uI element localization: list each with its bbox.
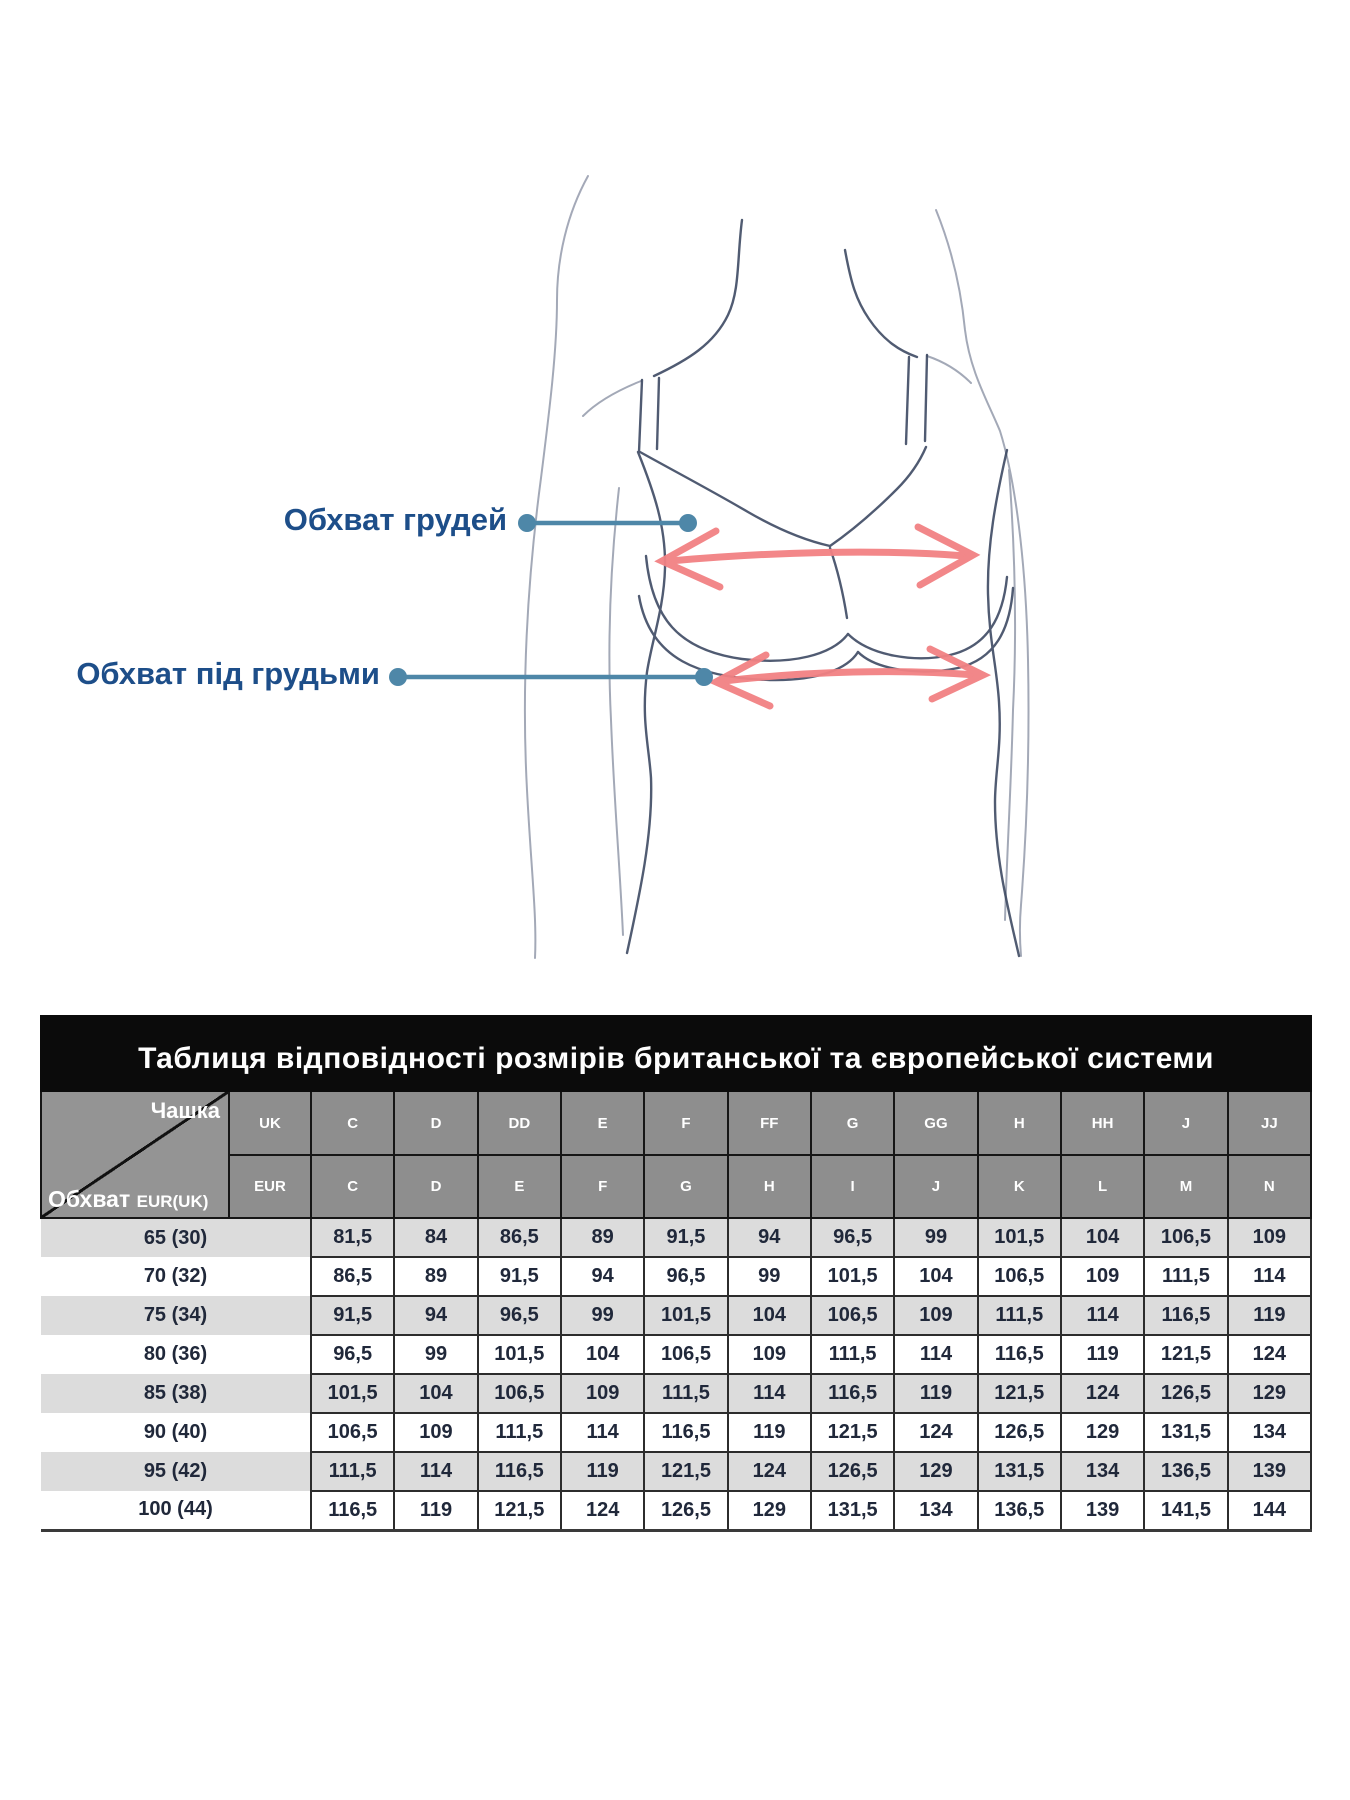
- size-value-cell: 124: [561, 1491, 644, 1530]
- size-value-cell: 121,5: [478, 1491, 561, 1530]
- uk-cup-header-cell: GG: [894, 1091, 977, 1155]
- size-value-cell: 109: [561, 1374, 644, 1413]
- eur-cup-header-cell: N: [1228, 1155, 1311, 1218]
- size-value-cell: 91,5: [311, 1296, 394, 1335]
- size-value-cell: 129: [894, 1452, 977, 1491]
- eur-cup-header-cell: H: [728, 1155, 811, 1218]
- size-value-cell: 129: [728, 1491, 811, 1530]
- bust-label-connector: [518, 514, 697, 532]
- size-value-cell: 136,5: [978, 1491, 1061, 1530]
- uk-header-row: [41, 1091, 1311, 1155]
- size-value-cell: 104: [561, 1335, 644, 1374]
- size-value-cell: 96,5: [644, 1257, 727, 1296]
- size-value-cell: 119: [1228, 1296, 1311, 1335]
- size-value-cell: 109: [728, 1335, 811, 1374]
- uk-cup-header-cell: E: [561, 1091, 644, 1155]
- size-value-cell: 119: [894, 1374, 977, 1413]
- size-value-cell: 106,5: [311, 1413, 394, 1452]
- size-row: [41, 1218, 1311, 1257]
- size-value-cell: 109: [394, 1413, 477, 1452]
- size-value-cell: 96,5: [811, 1218, 894, 1257]
- size-value-cell: 106,5: [978, 1257, 1061, 1296]
- size-value-cell: 96,5: [478, 1296, 561, 1335]
- eur-cup-header-cell: M: [1144, 1155, 1227, 1218]
- size-value-cell: 124: [1061, 1374, 1144, 1413]
- size-value-cell: 141,5: [1144, 1491, 1227, 1530]
- corner-girth-label: Обхват EUR(UK): [48, 1186, 209, 1212]
- eur-cup-header-cell: E: [478, 1155, 561, 1218]
- row-girth-label: 75 (34): [41, 1296, 311, 1335]
- size-value-cell: 126,5: [644, 1491, 727, 1530]
- size-value-cell: 131,5: [978, 1452, 1061, 1491]
- size-value-cell: 94: [728, 1218, 811, 1257]
- size-value-cell: 104: [394, 1374, 477, 1413]
- size-value-cell: 114: [394, 1452, 477, 1491]
- eur-cup-header-cell: F: [561, 1155, 644, 1218]
- size-value-cell: 126,5: [1144, 1374, 1227, 1413]
- size-value-cell: 104: [1061, 1218, 1144, 1257]
- uk-system-label: UK: [229, 1091, 311, 1155]
- uk-cup-header-cell: G: [811, 1091, 894, 1155]
- uk-cup-header-cell: F: [644, 1091, 727, 1155]
- bust-measure-arrow-icon: [662, 527, 973, 587]
- row-girth-label: 100 (44): [41, 1491, 311, 1530]
- size-value-cell: 126,5: [978, 1413, 1061, 1452]
- size-value-cell: 121,5: [978, 1374, 1061, 1413]
- size-value-cell: 109: [1061, 1257, 1144, 1296]
- uk-cup-header-cell: H: [978, 1091, 1061, 1155]
- uk-cup-header-cell: D: [394, 1091, 477, 1155]
- underbust-label-connector: [389, 668, 713, 686]
- eur-cup-header-cell: K: [978, 1155, 1061, 1218]
- size-value-cell: 106,5: [811, 1296, 894, 1335]
- size-value-cell: 111,5: [978, 1296, 1061, 1335]
- size-value-cell: 106,5: [1144, 1218, 1227, 1257]
- size-value-cell: 114: [894, 1335, 977, 1374]
- size-value-cell: 119: [1061, 1335, 1144, 1374]
- size-value-cell: 136,5: [1144, 1452, 1227, 1491]
- uk-cup-header-cell: J: [1144, 1091, 1227, 1155]
- size-row: [41, 1374, 1311, 1413]
- size-value-cell: 109: [1228, 1218, 1311, 1257]
- corner-cell: [41, 1091, 229, 1218]
- size-value-cell: 101,5: [978, 1218, 1061, 1257]
- row-girth-label: 95 (42): [41, 1452, 311, 1491]
- size-value-cell: 111,5: [811, 1335, 894, 1374]
- size-value-cell: 119: [728, 1413, 811, 1452]
- size-value-cell: 116,5: [478, 1452, 561, 1491]
- size-value-cell: 134: [894, 1491, 977, 1530]
- size-value-cell: 119: [561, 1452, 644, 1491]
- size-value-cell: 114: [1061, 1296, 1144, 1335]
- size-row: [41, 1452, 1311, 1491]
- size-value-cell: 111,5: [1144, 1257, 1227, 1296]
- size-value-cell: 144: [1228, 1491, 1311, 1530]
- size-value-cell: 121,5: [644, 1452, 727, 1491]
- table-title-row: [41, 1016, 1311, 1091]
- size-value-cell: 106,5: [478, 1374, 561, 1413]
- size-value-cell: 89: [561, 1218, 644, 1257]
- eur-header-row: [41, 1155, 1311, 1218]
- size-value-cell: 111,5: [644, 1374, 727, 1413]
- size-value-cell: 106,5: [644, 1335, 727, 1374]
- size-value-cell: 116,5: [644, 1413, 727, 1452]
- size-value-cell: 99: [894, 1218, 977, 1257]
- eur-cup-header-cell: L: [1061, 1155, 1144, 1218]
- size-value-cell: 126,5: [811, 1452, 894, 1491]
- row-girth-label: 80 (36): [41, 1335, 311, 1374]
- size-value-cell: 121,5: [811, 1413, 894, 1452]
- size-value-cell: 114: [561, 1413, 644, 1452]
- size-value-cell: 111,5: [311, 1452, 394, 1491]
- size-value-cell: 111,5: [478, 1413, 561, 1452]
- uk-cup-header-cell: FF: [728, 1091, 811, 1155]
- size-value-cell: 134: [1228, 1413, 1311, 1452]
- size-value-cell: 101,5: [311, 1374, 394, 1413]
- eur-cup-header-cell: C: [311, 1155, 394, 1218]
- size-row: [41, 1335, 1311, 1374]
- size-value-cell: 116,5: [811, 1374, 894, 1413]
- size-row: [41, 1296, 1311, 1335]
- size-value-cell: 114: [728, 1374, 811, 1413]
- size-value-cell: 116,5: [1144, 1296, 1227, 1335]
- size-value-cell: 91,5: [644, 1218, 727, 1257]
- size-value-cell: 104: [894, 1257, 977, 1296]
- eur-cup-header-cell: J: [894, 1155, 977, 1218]
- size-value-cell: 101,5: [811, 1257, 894, 1296]
- size-value-cell: 116,5: [311, 1491, 394, 1530]
- size-value-cell: 124: [728, 1452, 811, 1491]
- size-row: [41, 1413, 1311, 1452]
- size-value-cell: 86,5: [478, 1218, 561, 1257]
- size-value-cell: 89: [394, 1257, 477, 1296]
- size-row: [41, 1257, 1311, 1296]
- size-table-container: [40, 1015, 1310, 1532]
- size-value-cell: 81,5: [311, 1218, 394, 1257]
- size-value-cell: 99: [728, 1257, 811, 1296]
- table-title: Таблиця відповідності розмірів британської та європейської системи: [41, 1016, 1311, 1091]
- size-value-cell: 101,5: [644, 1296, 727, 1335]
- eur-system-label: EUR: [229, 1155, 311, 1218]
- size-value-cell: 134: [1061, 1452, 1144, 1491]
- row-girth-label: 85 (38): [41, 1374, 311, 1413]
- size-value-cell: 124: [1228, 1335, 1311, 1374]
- size-value-cell: 99: [394, 1335, 477, 1374]
- size-value-cell: 96,5: [311, 1335, 394, 1374]
- uk-cup-header-cell: C: [311, 1091, 394, 1155]
- size-value-cell: 119: [394, 1491, 477, 1530]
- size-value-cell: 131,5: [811, 1491, 894, 1530]
- underbust-measurement-label: Обхват під грудьми: [76, 656, 380, 691]
- size-value-cell: 139: [1228, 1452, 1311, 1491]
- size-value-cell: 124: [894, 1413, 977, 1452]
- corner-cup-label: Чашка: [150, 1098, 220, 1123]
- bust-measurement-label: Обхват грудей: [283, 502, 507, 537]
- size-value-cell: 84: [394, 1218, 477, 1257]
- row-girth-label: 90 (40): [41, 1413, 311, 1452]
- size-value-cell: 94: [561, 1257, 644, 1296]
- eur-cup-header-cell: D: [394, 1155, 477, 1218]
- row-girth-label: 70 (32): [41, 1257, 311, 1296]
- size-value-cell: 129: [1228, 1374, 1311, 1413]
- size-value-cell: 129: [1061, 1413, 1144, 1452]
- size-value-cell: 109: [894, 1296, 977, 1335]
- eur-cup-header-cell: I: [811, 1155, 894, 1218]
- body-outline-dark: [627, 220, 1019, 956]
- uk-cup-header-cell: HH: [1061, 1091, 1144, 1155]
- size-value-cell: 131,5: [1144, 1413, 1227, 1452]
- size-table: [40, 1015, 1312, 1532]
- size-value-cell: 121,5: [1144, 1335, 1227, 1374]
- size-value-cell: 99: [561, 1296, 644, 1335]
- size-value-cell: 91,5: [478, 1257, 561, 1296]
- row-girth-label: 65 (30): [41, 1218, 311, 1257]
- eur-cup-header-cell: G: [644, 1155, 727, 1218]
- size-value-cell: 104: [728, 1296, 811, 1335]
- size-row: [41, 1491, 1311, 1530]
- uk-cup-header-cell: JJ: [1228, 1091, 1311, 1155]
- size-value-cell: 139: [1061, 1491, 1144, 1530]
- underbust-measure-arrow-icon: [716, 649, 983, 706]
- size-value-cell: 114: [1228, 1257, 1311, 1296]
- size-value-cell: 86,5: [311, 1257, 394, 1296]
- uk-cup-header-cell: DD: [478, 1091, 561, 1155]
- size-value-cell: 116,5: [978, 1335, 1061, 1374]
- size-value-cell: 94: [394, 1296, 477, 1335]
- size-value-cell: 101,5: [478, 1335, 561, 1374]
